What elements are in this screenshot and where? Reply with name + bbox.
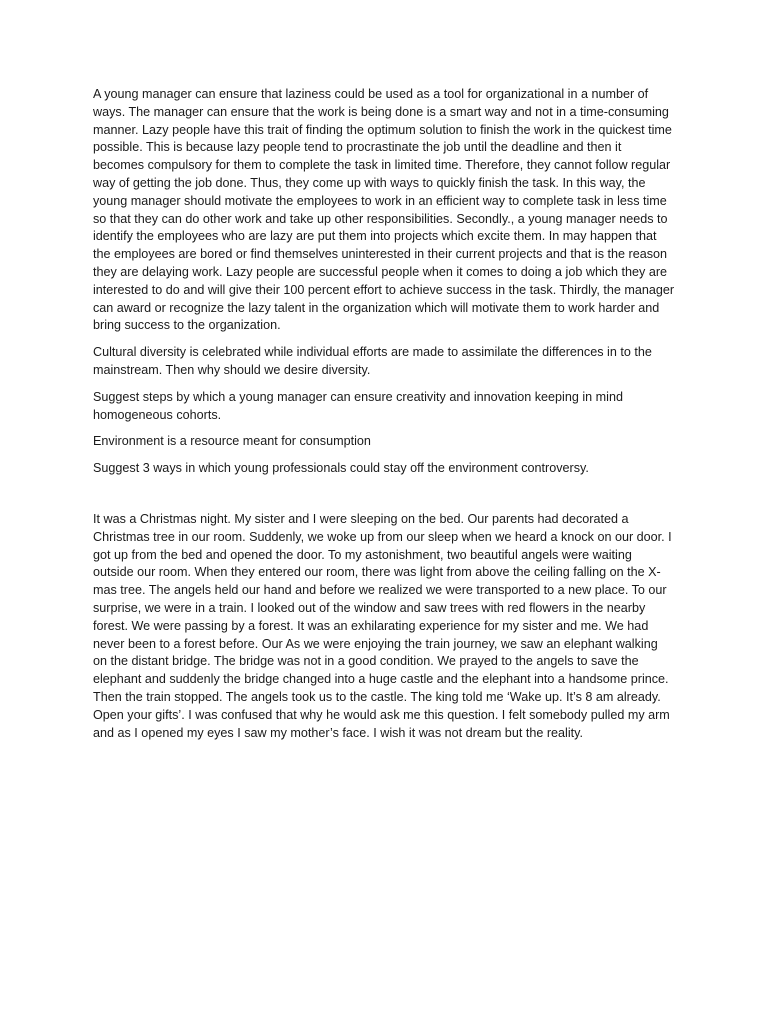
paragraph-environment-resource: Environment is a resource meant for consumption bbox=[93, 434, 371, 449]
paragraph-laziness: A young manager can ensure that laziness could be used as a tool for organizational in a number of ways. The manager can ensure that the work is being done is a smart way and not in a time-consuming manner. Lazy people have this trait of finding the optimum solution to finish the work in the quickest time possible. This is because lazy people tend to procrastinate the job until the deadline and then it becomes compulsory for them to complete the task in limited time. Therefore, they cannot follow regular way of getting the job done. Thus, they come up with ways to quickly finish the task. In this way, the young manager should motivate the employees to work in an efficient way to complete task in less time so that they can do other work and take up other responsibilities. Secondly., a young manager needs to identify the employees who are lazy are put them into projects which excite them. In may happen that the employees are bored or find themselves uninterested in their current projects and that is the reason they are delaying work. Lazy people are successful people when it comes to doing a job which they are interested to do and will give their 100 percent effort to achieve success in the task. Thirdly, the manager can award or recognize the lazy talent in the organization which will motivate them to work harder and bring success to the organization. bbox=[93, 87, 675, 333]
document-body bbox=[93, 86, 675, 751]
paragraph-cultural-diversity: Cultural diversity is celebrated while individual efforts are made to assimilate the differences in to the mainstream. Then why should we desire diversity. bbox=[93, 345, 652, 377]
paragraph-christmas-story: It was a Christmas night. My sister and I were sleeping on the bed. Our parents had decorated a Christmas tree in our room. Suddenly, we woke up from our sleep when we heard a knock on our door. I got up from the bed and opened the door. To my astonishment, two beautiful angels were waiting outside our room. When they entered our room, there was light from above the ceiling falling on the X-mas tree. The angels held our hand and before we realized we were transported to a new place. To our surprise, we were in a train. I looked out of the window and saw trees with red flowers in the nearby forest. We were passing by a forest. It was an exhilarating experience for my sister and me. We had never been to a forest before. Our As we were enjoying the train journey, we saw an elephant walking on the distant bridge. The bridge was not in a good condition. We prayed to the angels to save the elephant and suddenly the bridge changed into a huge castle and the elephant into a handsome prince. Then the train stopped. The angels took us to the castle. The king told me ‘Wake up. It’s 8 am already. Open your gifts’. I was confused that why he would ask me this question. I felt somebody pulled my arm and as I opened my eyes I saw my mother’s face. I wish it was not dream but the reality. bbox=[93, 511, 672, 740]
paragraph-environment-question: Suggest 3 ways in which young professionals could stay off the environment controversy. bbox=[93, 461, 589, 476]
paragraph-creativity-question: Suggest steps by which a young manager can ensure creativity and innovation keeping in mind homogeneous cohorts. bbox=[93, 389, 623, 422]
